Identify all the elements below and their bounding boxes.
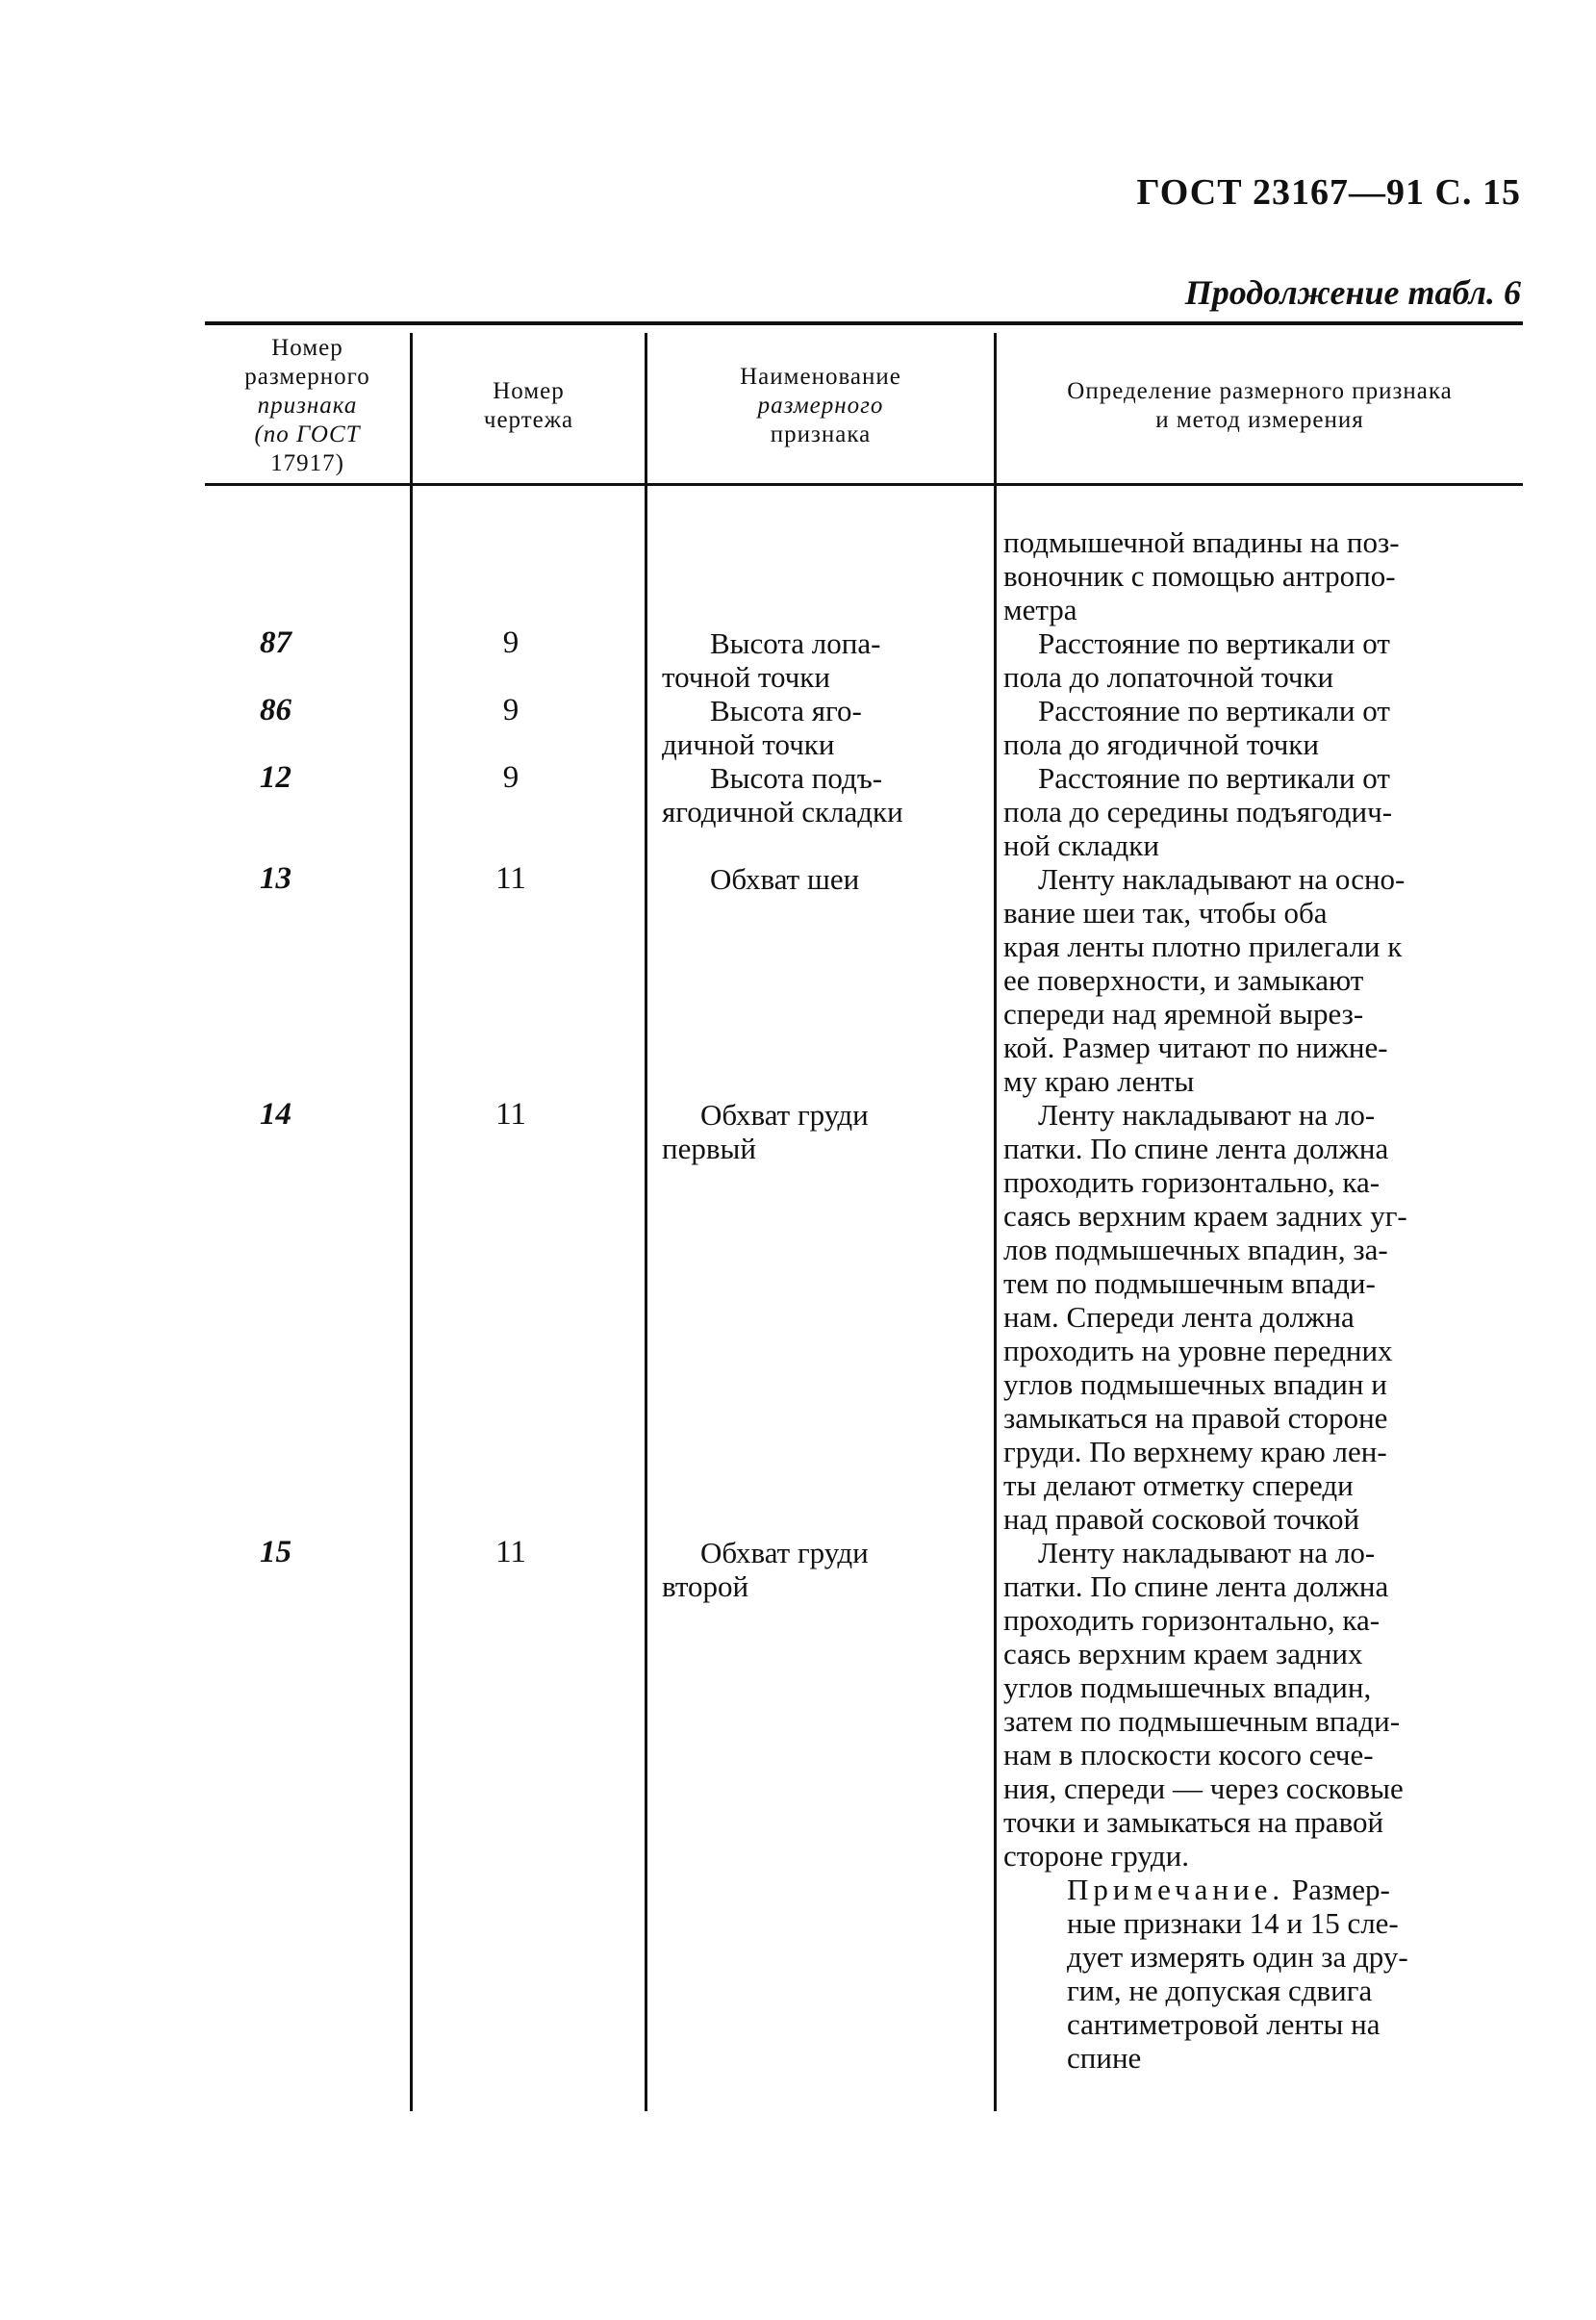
text-line: замыкаться на правой стороне: [1003, 1401, 1388, 1435]
note-lead: Примечание.: [1067, 1873, 1285, 1906]
text-line: ния, спереди — через сосковые: [1003, 1772, 1404, 1805]
text-line: патки. По спине лента должна: [1003, 1132, 1389, 1165]
measure-number: 14: [260, 1097, 291, 1132]
table-continuation-label: Продолжение табл. 6: [1184, 273, 1521, 312]
measure-definition: [1003, 694, 1581, 761]
column-header-line: Номер: [493, 378, 565, 404]
text-line: патки. По спине лента должна: [1003, 1569, 1389, 1603]
text-line: точной точки: [662, 660, 830, 694]
text-line: нам. Спереди лента должна: [1003, 1300, 1355, 1334]
table-note: [1067, 1873, 1519, 2075]
text-line: ягодичной складки: [662, 795, 903, 829]
drawing-number: 11: [495, 861, 526, 896]
text-line: Высота яго-: [710, 694, 862, 727]
header-bottom-rule: [205, 483, 1523, 486]
text-line: точки и замыкаться на правой: [1003, 1805, 1384, 1839]
text-line: Высота подъ-: [710, 761, 883, 795]
table-top-rule: [205, 321, 1523, 325]
column-header-line: Определение размерного признака: [1067, 378, 1453, 404]
text-line: Расстояние по вертикали от: [1038, 626, 1390, 660]
measure-definition: [1003, 1098, 1581, 1536]
column-header-definition: [997, 329, 1523, 483]
text-line: Высота лопа-: [710, 626, 881, 660]
measure-name: [662, 694, 950, 761]
text-line: груди. По верхнему краю лен-: [1003, 1435, 1387, 1468]
measure-name: [662, 1536, 950, 1603]
measure-number: 13: [260, 861, 291, 896]
column-header-line: и метод измерения: [1155, 407, 1364, 433]
text-line: второй: [662, 1569, 749, 1603]
measure-number: 12: [260, 760, 291, 795]
text-line: Ленту накладывают на ло-: [1038, 1536, 1376, 1569]
measure-name: [662, 626, 950, 694]
text-line: проходить горизонтально, ка-: [1003, 1603, 1381, 1637]
drawing-number: 9: [502, 625, 519, 660]
column-divider: [645, 333, 647, 2111]
text-line: Расстояние по вертикали от: [1038, 761, 1390, 795]
text-line: ты делают отметку спереди: [1003, 1468, 1354, 1502]
text-line: саясь верхним краем задних: [1003, 1637, 1363, 1670]
column-header-line: (по ГОСТ: [254, 421, 361, 447]
text-line: саясь верхним краем задних уг-: [1003, 1199, 1407, 1233]
drawing-number: 11: [495, 1535, 526, 1569]
measure-number: 86: [260, 693, 291, 727]
text-line: ной складки: [1003, 829, 1159, 862]
text-line: Размер-: [1291, 1873, 1390, 1906]
text-line: сантиметровой ленты на: [1067, 2007, 1381, 2041]
column-header-line: признака: [770, 421, 872, 447]
text-line: Ленту накладывают на осно-: [1038, 862, 1406, 896]
measure-definition: [1003, 862, 1581, 1098]
text-line: нам в плоскости косого сече-: [1003, 1738, 1374, 1772]
text-line: Обхват шеи: [710, 862, 860, 896]
text-line: пола до ягодичной точки: [1003, 727, 1319, 761]
column-header-line: Номер: [271, 335, 343, 361]
measure-definition: [1003, 1536, 1581, 1873]
page-header: ГОСТ 23167—91 С. 15: [1136, 172, 1521, 213]
text-line: воночник с помощью антропо-: [1003, 559, 1396, 593]
column-divider: [410, 333, 413, 2111]
measure-number: 15: [260, 1535, 291, 1569]
column-header-line: размерного: [757, 393, 884, 419]
text-line: углов подмышечных впадин,: [1003, 1670, 1372, 1704]
text-line: вание шеи так, чтобы оба: [1003, 896, 1328, 930]
text-line: пола до лопаточной точки: [1003, 660, 1334, 694]
measure-number: 87: [260, 625, 291, 660]
column-divider: [994, 333, 997, 2111]
text-line: первый: [662, 1132, 756, 1165]
text-line: гим, не допуская сдвига: [1067, 1974, 1373, 2007]
text-line: спине: [1067, 2041, 1142, 2075]
column-header-number: [205, 329, 410, 483]
column-header-name: [647, 329, 994, 483]
text-line: края ленты плотно прилегали к: [1003, 930, 1403, 963]
text-line: ные признаки 14 и 15 сле-: [1067, 1906, 1399, 1940]
definition-carryover: [1003, 525, 1581, 626]
text-line: стороне груди.: [1003, 1839, 1189, 1873]
text-line: тем по подмышечным впади-: [1003, 1266, 1376, 1300]
drawing-number: 11: [495, 1097, 526, 1132]
text-line: Расстояние по вертикали от: [1038, 694, 1390, 727]
measure-definition: [1003, 761, 1581, 862]
text-line: дичной точки: [662, 727, 835, 761]
text-line: проходить на уровне передних: [1003, 1334, 1393, 1367]
column-header-line: размерного: [244, 364, 370, 390]
column-header-line: признака: [257, 393, 358, 419]
column-header-line: 17917): [270, 450, 344, 476]
text-line: ее поверхности, и замыкают: [1003, 963, 1364, 997]
text-line: Ленту накладывают на ло-: [1038, 1098, 1376, 1132]
text-line: дует измерять один за дру-: [1067, 1940, 1408, 1974]
column-header-line: Наименование: [740, 364, 901, 390]
text-line: углов подмышечных впадин и: [1003, 1367, 1387, 1401]
text-line: лов подмышечных впадин, за-: [1003, 1233, 1388, 1266]
text-line: Обхват груди: [700, 1098, 869, 1132]
measure-name: [662, 761, 950, 829]
measurements-table: [205, 321, 1523, 2111]
text-line: спереди над яремной вырез-: [1003, 997, 1364, 1031]
text-line: метра: [1003, 593, 1077, 626]
drawing-number: 9: [502, 693, 519, 727]
text-line: пола до середины подъягодич-: [1003, 795, 1393, 829]
measure-name: [662, 862, 950, 896]
text-line: кой. Размер читают по нижне-: [1003, 1031, 1388, 1064]
column-header-line: чертежа: [483, 407, 574, 433]
text-line: му краю ленты: [1003, 1064, 1195, 1098]
text-line: подмышечной впадины на поз-: [1003, 525, 1400, 559]
drawing-number: 9: [502, 760, 519, 795]
text-line: затем по подмышечным впади-: [1003, 1704, 1401, 1738]
text-line: Обхват груди: [700, 1536, 869, 1569]
measure-definition: [1003, 626, 1581, 694]
text-line: над правой сосковой точкой: [1003, 1502, 1360, 1536]
text-line: проходить горизонтально, ка-: [1003, 1165, 1381, 1199]
column-header-drawing: [413, 329, 645, 483]
measure-name: [662, 1098, 950, 1165]
